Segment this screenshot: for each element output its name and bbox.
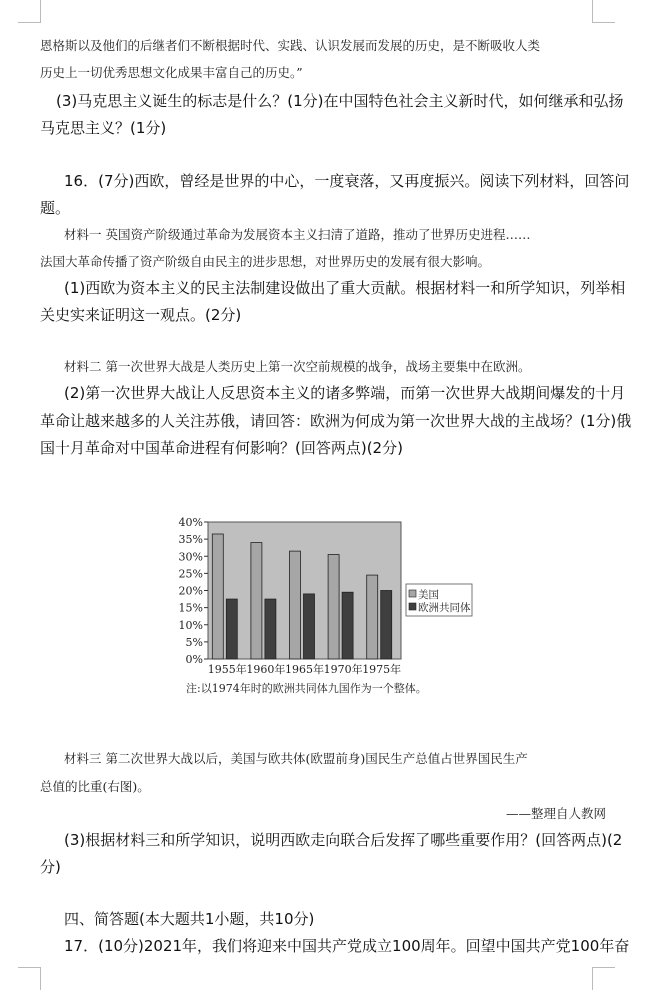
material-3-source: ——整理自人教网: [506, 806, 607, 821]
question-16-1-line-1: (1)西欧为资本主义的民主法制建设做出了重大贡献。根据材料一和所学知识，列举相: [64, 279, 626, 297]
corner-mark-bottom-left: [18, 967, 41, 990]
section-4-heading: 四、简答题(本大题共1小题，共10分): [64, 910, 315, 928]
bar-us: [367, 575, 378, 659]
question-15-3-line-2: 马克思主义？(1分): [40, 119, 167, 137]
y-tick-label: 20%: [178, 584, 203, 598]
bar-us: [290, 551, 301, 659]
gnp-share-bar-chart: [170, 512, 480, 702]
bar-ec: [342, 592, 353, 659]
corner-mark-bottom-right: [592, 967, 615, 990]
chart-note: 注:以1974年时的欧洲共同体九国作为一个整体。: [186, 682, 427, 695]
y-tick-label: 35%: [178, 533, 203, 547]
material-3-line-2: 总值的比重(右图)。: [40, 779, 150, 794]
question-16-1-line-2: 关史实来证明这一观点。(2分): [40, 306, 242, 324]
y-tick-label: 10%: [178, 618, 203, 632]
y-tick-label: 40%: [178, 516, 203, 529]
quote-continuation-line-2: 历史上一切优秀思想文化成果丰富自己的历史。”: [40, 65, 303, 80]
question-15-3-line-1: (3)马克思主义诞生的标志是什么？(1分)在中国特色社会主义新时代，如何继承和弘扬: [56, 92, 624, 110]
bar-ec: [265, 599, 276, 659]
legend-swatch: [409, 603, 416, 610]
y-tick-label: 5%: [185, 635, 203, 649]
y-tick-label: 0%: [185, 653, 203, 666]
question-17-line-1: 17．(10分)2021年，我们将迎来中国共产党成立100周年。回望中国共产党100年奋: [64, 937, 630, 955]
x-tick-label: 1965年: [285, 663, 324, 676]
bar-us: [328, 555, 339, 659]
bar-ec: [304, 594, 315, 659]
question-16-3-line-1: (3)根据材料三和所学知识，说明西欧走向联合后发挥了哪些重要作用？(回答两点)(2: [64, 831, 623, 849]
legend-swatch: [409, 590, 416, 597]
legend-label: 欧洲共同体: [418, 602, 471, 614]
x-tick-label: 1955年: [207, 663, 247, 676]
x-tick-label: 1960年: [246, 663, 286, 676]
y-tick-label: 25%: [178, 567, 203, 581]
quote-continuation-line-1: 恩格斯以及他们的后继者们不断根据时代、实践、认识发展而发展的历史，是不断吸收人类: [40, 38, 541, 53]
question-16-stem-line-2: 题。: [40, 199, 71, 217]
y-tick-label: 30%: [178, 550, 203, 564]
question-16-stem-line-1: 16．(7分)西欧，曾经是世界的中心，一度衰落，又再度振兴。阅读下列材料，回答问: [64, 172, 630, 190]
bar-ec: [381, 591, 392, 660]
bar-us: [251, 543, 262, 659]
legend-label: 美国: [418, 589, 439, 601]
material-1-line-1: 材料一 英国资产阶级通过革命为发展资本主义扫清了道路，推动了世界历史进程……: [64, 227, 531, 242]
question-16-2-line-3: 国十月革命对中国革命进程有何影响？(回答两点)(2分): [40, 439, 403, 457]
bar-us: [212, 534, 223, 659]
x-tick-label: 1975年: [362, 663, 402, 676]
question-16-2-line-1: (2)第一次世界大战让人反思资本主义的诸多弊端，而第一次世界大战期间爆发的十月: [64, 384, 626, 402]
material-1-line-2: 法国大革命传播了资产阶级自由民主的进步思想，对世界历史的发展有很大影响。: [40, 254, 491, 269]
x-tick-label: 1970年: [323, 663, 363, 676]
question-16-2-line-2: 革命让越来越多的人关注苏俄，请回答：欧洲为何成为第一次世界大战的主战场？(1分)俄: [40, 412, 632, 430]
corner-mark-top-left: [18, 0, 41, 23]
question-16-3-line-2: 分): [40, 858, 61, 876]
y-tick-label: 15%: [178, 601, 203, 615]
corner-mark-top-right: [592, 0, 615, 23]
material-3-line-1: 材料三 第二次世界大战以后，美国与欧共体(欧盟前身)国民生产总值占世界国民生产: [64, 751, 528, 766]
material-2-line: 材料二 第一次世界大战是人类历史上第一次空前规模的战争，战场主要集中在欧洲。: [64, 359, 531, 374]
bar-ec: [226, 599, 237, 659]
